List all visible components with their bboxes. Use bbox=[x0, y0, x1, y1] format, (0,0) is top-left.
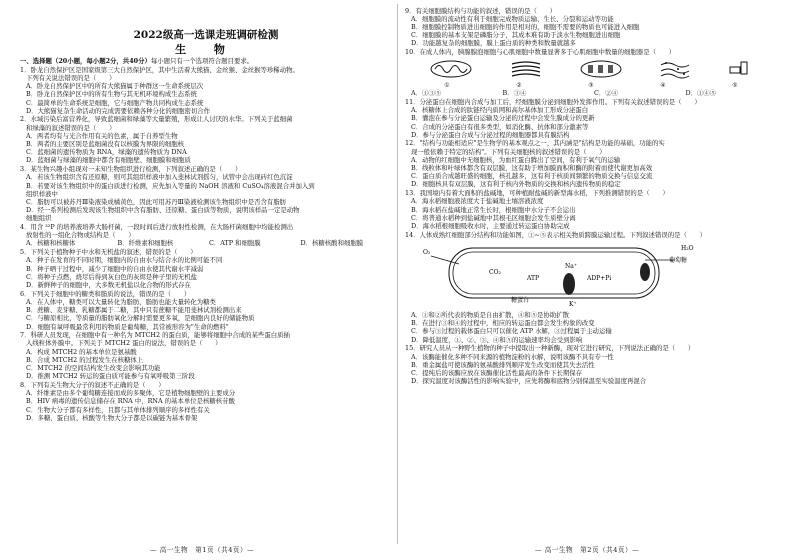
glycoprotein-label: 糖蛋白 bbox=[511, 296, 530, 304]
question-stem: 1．卧龙自然保护区是国家级第三大自然保护区，其中生活着大熊猫、金丝猴、金丝猴等珍稀动物。 bbox=[20, 65, 299, 74]
k-label: K⁺ bbox=[569, 300, 577, 308]
option-text: C．ATP 和细胞膜 bbox=[209, 239, 261, 248]
question-text: 放射性的一组化合物或结构是（ ） bbox=[26, 231, 135, 240]
na-label: Na⁺ bbox=[565, 262, 577, 270]
option-text: D．蓝细菌与绿藻的细胞中都含有细胞壁、细胞膜和细胞质 bbox=[26, 156, 191, 165]
atp-label: ATP bbox=[527, 274, 540, 282]
option-text: C．脂肪可以被苏丹Ⅲ染液染成橘黄色，因此可用苏丹Ⅲ染液检测该生物组织中是否含有脂肪 bbox=[26, 197, 287, 206]
water-label: H₂O bbox=[681, 244, 694, 252]
organelle-figure bbox=[405, 56, 777, 82]
question-stem: 2．水域污染后富营养化，导致蓝细菌和绿藻等大量繁殖，形成让人讨厌的水华。下列关于蓝细菌 bbox=[20, 115, 293, 124]
q4-options bbox=[20, 239, 392, 247]
option-text: B．种子晒干过程中，减少了细胞中的自由水使其代谢水平减弱 bbox=[26, 264, 204, 273]
question-text: 入线粒体外膜中。下列关于 MTCH2 蛋白的说法，错误的是（ ） bbox=[26, 339, 222, 348]
question-stem: 15．研究人员从一种野生植物的种子中提取出一种新酶，现对它进行研究，下列说法正确的是（ ） bbox=[405, 344, 695, 353]
option-text: C．②④ bbox=[594, 89, 619, 98]
option-text: C．参与③过程的载体蛋白只可以催化 ATP 水解，③过程属于主动运输 bbox=[411, 327, 612, 336]
question-stem: 10．在成人体内，胰腺腺泡细胞与心肌细胞中数量显著多于心肌细胞中数量的细胞器是（ ） bbox=[405, 48, 676, 57]
option-text: A．构成 MTCH2 的基本单位是氨基酸 bbox=[26, 347, 137, 356]
option-text: C．与糖原相比，等质量的脂肪氧化分解时需要更多氧，是细胞内良好的储能物质 bbox=[26, 314, 255, 323]
option-text: B．纤维素和细胞核 bbox=[117, 239, 174, 248]
option-text: D．大熊猫复杂生命活动的完成需要依赖各种分化的细胞密切合作 bbox=[26, 106, 211, 115]
option-text: C．生物大分子都有多样性，且都与其单体排列顺序的多样性有关 bbox=[26, 405, 210, 414]
question-stem: 7．科研人员发现，在细胞中有一种名为 MTCH2 的蛋白质，能够将细胞中合成的某些蛋白质插 bbox=[20, 331, 290, 340]
option-text: A．核糖体上合成的肽链经内质网和高尔基体加工形成分泌蛋白 bbox=[411, 106, 589, 115]
question-stem: 9．有关细胞膜结构与功能的叙述，错误的是（ ） bbox=[405, 6, 557, 15]
question-stem: 8．下列有关生物大分子的叙述不正确的是（ ） bbox=[20, 380, 165, 389]
option-text: C．将种子点燃，烧尽后得到灰白色的灰烬是种子里的无机盐 bbox=[26, 272, 198, 281]
option-text: C．最简单的生命系统是细胞，它与细胞产物共同构成生态系统 bbox=[26, 98, 204, 107]
option-text: A．两者均有与光合作用有关的色素，属于自养型生物 bbox=[26, 131, 178, 140]
option-text: B．海水稻在盐碱地正常生长时，根细胞中水分子不会运出 bbox=[411, 205, 576, 214]
option-text: D．海水稻根细胞吸收水时，主要通过转运蛋白协助完成 bbox=[411, 221, 570, 230]
column-divider bbox=[397, 4, 398, 544]
question-stem: 11．分泌蛋白在细胞内合成与加工后，经细胞膜分泌到细胞外发挥作用。下列有关叙述错误的是（ ） bbox=[405, 97, 701, 106]
option-text: A．①③⑤ bbox=[411, 89, 442, 98]
option-text: A．种子在发育的不同时期，细胞内的自由水与结合水的比例可能不同 bbox=[26, 256, 223, 265]
option-text: B．HIV 病毒的遗传信息储存在 RNA 中，RNA 的基本单位是核糖核苷酸 bbox=[26, 397, 235, 406]
option-text: B．两者的主要区别是蓝细菌没有以核膜为界限的细胞核 bbox=[26, 140, 185, 149]
question-text: 现一般依赖于特定的结构"。下列有关细胞核的叙述错误的是（ ） bbox=[411, 147, 606, 156]
option-text: A．若该生物组织含有还原糖，则可其组织样液中加入斐林试剂摇匀，试管中会出现砖红色沉淀 bbox=[26, 173, 293, 182]
option-text: C．MTCH2 的空间结构发生改变会影响其功能 bbox=[26, 364, 161, 373]
option-text: A．纤维素是由多个葡萄糖连接而成的多聚体，它是植物细胞壁的主要成分 bbox=[26, 389, 236, 398]
option-text: D．多糖、蛋白质、核酸等生物大分子都是以碳链为基本骨架 bbox=[26, 413, 198, 422]
option-text: B．在进行③和④的过程中，相应的转运蛋白都会发生构象的改变 bbox=[411, 319, 595, 328]
centriole-icon bbox=[727, 59, 753, 79]
right-question-list-middle bbox=[405, 98, 777, 239]
footer-right: — 高一生物 第2页（共4页）— bbox=[535, 546, 640, 554]
option-text: B．卧龙自然保护区中的所有生物与其无机环境构成生态系统 bbox=[26, 90, 197, 99]
option-text: A．海水稻细胞液浓度大于盐碱地土壤溶液浓度 bbox=[411, 197, 544, 206]
option-text: A．核糖和核糖体 bbox=[26, 239, 76, 248]
option-text: B．蔗糖、麦芽糖、乳糖都属于二糖，其中只有蔗糖不能用斐林试剂检测出来 bbox=[26, 306, 242, 315]
organelle-number: ⑤ bbox=[732, 82, 738, 90]
right-column bbox=[405, 6, 777, 385]
exam-title: 2022级高一选课走班调研检测 bbox=[133, 29, 279, 41]
chloroplast-icon bbox=[579, 59, 623, 79]
organelle-number: ① bbox=[444, 82, 450, 90]
option-text: D．新鲜种子的细胞中，大多数无机盐以化合物的形式存在 bbox=[26, 280, 191, 289]
adp-label: ADP+Pi bbox=[587, 274, 612, 282]
question-stem: 5．下列关于植物种子中水和无机盐的叙述，错误的是（ ） bbox=[20, 248, 197, 257]
option-text: D．功能越复杂的细胞膜，膜上蛋白质的种类和数量就越多 bbox=[411, 39, 576, 48]
option-text: C．蓝细菌的遗传物质为 RNA，绿藻的遗传物质为 DNA bbox=[26, 148, 187, 157]
organelle-number: ④ bbox=[660, 82, 666, 90]
option-text: B．③④ bbox=[502, 89, 527, 98]
option-text: D．①④⑤ bbox=[685, 89, 717, 98]
co2-label: CO₂ bbox=[489, 268, 501, 276]
option-text: A．细胞膜的流动性有利于细胞完成物质运输、生长、分裂和运动等功能 bbox=[411, 14, 614, 23]
option-text: D．降低温度，①、②、③、④和⑤的运输速率均会受到影响 bbox=[411, 335, 583, 344]
option-text: B．合成 MTCH2 的过程发生在核糖体上 bbox=[26, 355, 144, 364]
option-text: D．细胞有氧呼吸最常利用的物质是葡萄糖，其常被形容为"生命的燃料" bbox=[26, 322, 229, 331]
footer-left: — 高一生物 第1页（共4页）— bbox=[150, 546, 255, 554]
option-text: C．合成的分泌蛋白有很多类型，如消化酶、抗体和部分激素等 bbox=[411, 122, 589, 131]
question-stem: 6．下列关于细胞中的糖类和脂质的说法，错误的是（ ） bbox=[20, 289, 191, 298]
option-text: B．囊泡在参与分泌蛋白运输及分泌的过程中会发生膜成分的更新 bbox=[411, 114, 595, 123]
option-text: A．在人体中，糖类可以大量转化为脂肪，脂肪也能大量转化为糖类 bbox=[26, 297, 216, 306]
organelle-number-row bbox=[405, 82, 777, 89]
option-text: D．经一系列检测后发现该生物组织中含有脂肪、还原糖、蛋白质等物质，说明该样品一定是动物 bbox=[26, 206, 300, 215]
option-text: D．推测 MTCH2 转运的蛋白质可能参与有氧呼吸第三阶段 bbox=[26, 372, 195, 381]
option-text: B．细胞膜控制物质进出细胞的作用是相对的，细胞不需要的物质也可能进入细胞 bbox=[411, 22, 640, 31]
option-text: B．若要对该生物组织中的蛋白质进行检测，应先加入等量的 NaOH 溶液和 CuSO₄溶液混合并加入到 bbox=[26, 181, 315, 190]
option-text: C．蛋白质合成越旺盛的细胞，核孔越多，这有利于核质间频繁的物质交换与信息交流 bbox=[411, 172, 653, 181]
question-text: 下列有关说法错误的是（ ） bbox=[26, 73, 116, 82]
right-question-list-top bbox=[405, 7, 777, 57]
subject-title: 生 物 bbox=[175, 43, 237, 56]
option-text: B．线粒体和叶绿体都含有双层膜，这有助于增加膜面积和酶的附着而使代谢更加高效 bbox=[411, 164, 653, 173]
organelle-number: ② bbox=[516, 82, 522, 90]
mitochondrion-icon bbox=[429, 59, 473, 79]
option-text: A．卧龙自然保护区中的所有大熊猫属于种群这一生命系统层次 bbox=[26, 82, 204, 91]
section-heading: 一、选择题（20小题，每小题2分，共40分）每小题只有一个选项符合题目要求。 bbox=[20, 57, 254, 65]
option-text: C．提纯后的该酶应放在该酶催化活性最高的条件下长期保存 bbox=[411, 369, 583, 377]
option-text: D．核糖核酸和细胞膜 bbox=[300, 239, 364, 248]
option-text: D．探究温度对该酶活性的影响实验中，应先将酶和底物分别保温至实验温度再混合 bbox=[411, 377, 647, 386]
red-blood-cell-diagram bbox=[419, 240, 719, 308]
question-text: 细胞组织 bbox=[26, 214, 52, 223]
glucose-label: 葡萄糖 bbox=[669, 256, 688, 264]
endoplasmic-reticulum-icon bbox=[658, 59, 692, 79]
left-question-list bbox=[20, 66, 392, 422]
q10-options bbox=[405, 89, 777, 97]
left-column bbox=[20, 6, 392, 422]
question-stem: 3．某生物兴趣小组现对一未知生物组织进行检测，下列叙述正确的是（ ） bbox=[20, 165, 242, 174]
question-text: 和绿藻的叙述错误的是（ ） bbox=[26, 123, 116, 132]
option-text: A．①和②所代表的物质是自由扩散，④和⑤是协助扩散 bbox=[411, 311, 569, 320]
option-text: A．该酶能催化多种不同来源的植物淀粉的水解，说明该酶不具有专一性 bbox=[411, 352, 614, 361]
golgi-icon bbox=[508, 59, 544, 79]
right-question-list-bottom bbox=[405, 311, 777, 385]
option-text: D．细胞核具有双层膜，这有利于核内外物质的交换和核内遗传物质的稳定 bbox=[411, 180, 621, 189]
organelle-number: ③ bbox=[588, 82, 594, 90]
option-text: C．细胞膜的基本支架是磷脂分子，其成本难有助于淡水生物细胞进出细胞 bbox=[411, 31, 621, 40]
question-text: 组织样液中 bbox=[26, 189, 58, 198]
option-text: A．动物的红细胞中无细胞核，为血红蛋白腾出了空间，有利于氧气的运输 bbox=[411, 155, 621, 164]
option-text: D．参与分泌蛋白合成与分泌过程的细胞器都具有膜结构 bbox=[411, 130, 570, 139]
question-stem: 13．我国境内有着大面积的盐碱地，可种植耐盐碱的新型海水稻，下列推测错误的是（ ） bbox=[405, 189, 669, 198]
question-stem: 12．"结构与功能相适应"是生物学的基本观点之一，其内涵是"结构是功能的基础，功能的实 bbox=[405, 139, 665, 148]
o2-label: O₂ bbox=[423, 248, 431, 256]
option-text: B．重金属盐可使该酶的氨基酸排列顺序发生改变而使其失去活性 bbox=[411, 360, 595, 369]
question-stem: 14．人体成熟红细胞部分结构和功能如图，①~⑤表示相关物质跨膜运输过程。下列叙述错误的是（ ） bbox=[405, 230, 707, 239]
option-text: C．将普通水稻种到盐碱地中其根毛区细胞会发生质壁分离 bbox=[411, 213, 576, 222]
question-stem: 4．用含 ³²P 的培养液培养大肠杆菌，一段时间后进行放射性检测，在大肠杆菌细胞中均能检测出 bbox=[20, 223, 294, 232]
